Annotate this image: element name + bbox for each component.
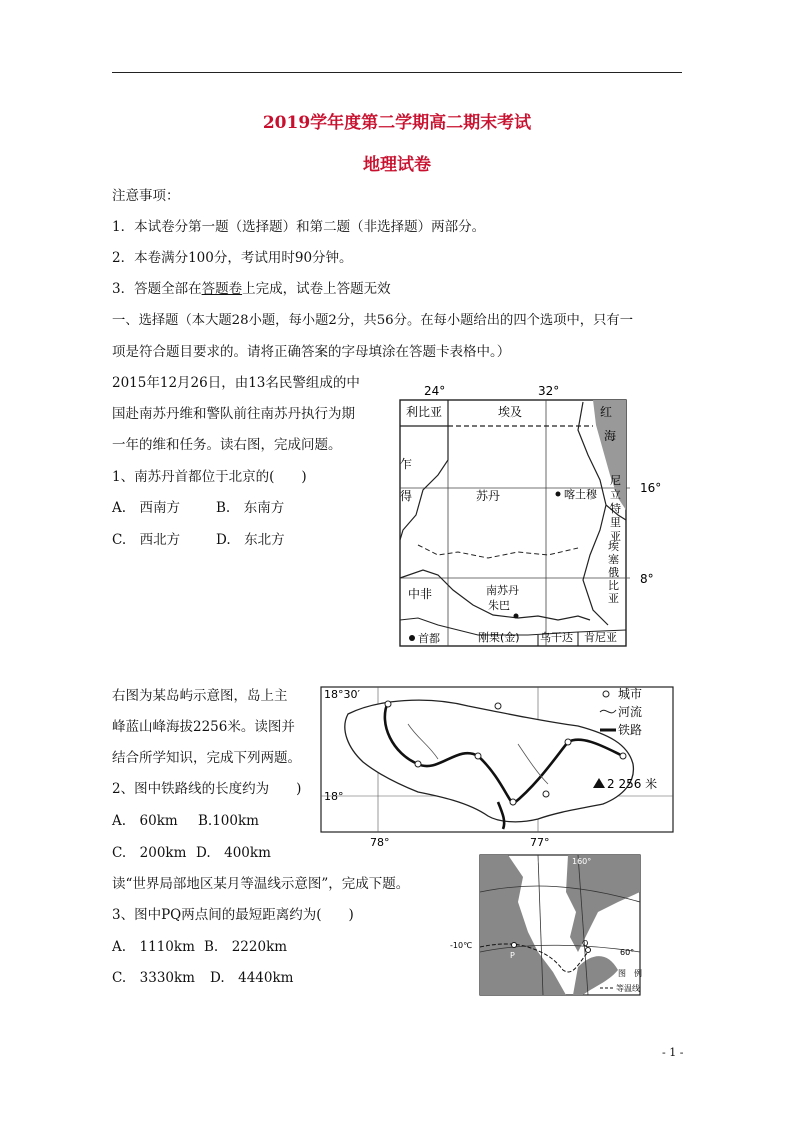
map1-lon-32: 32°	[538, 384, 560, 398]
note-item-3-pre: 3．答题全部在	[112, 281, 202, 297]
map-island	[318, 684, 678, 852]
map3-legend-isotherm: 等温线	[616, 984, 640, 993]
map1-eritrea-2: 立	[610, 488, 621, 501]
map1-lat-8: 8°	[640, 572, 654, 586]
q2-option-a: A. 60km	[112, 813, 178, 829]
q1-option-a: A. 西南方	[112, 500, 181, 516]
map-sudan	[378, 380, 670, 650]
map3-isotherm-label: -10℃	[450, 941, 473, 950]
q2-option-d: D. 400km	[196, 845, 271, 861]
map1-lon-24: 24°	[424, 384, 446, 398]
map1-eritrea-4: 里	[610, 516, 621, 529]
map2-peak-label: 2 256 米	[607, 777, 658, 791]
map2-legend-city: 城市	[618, 687, 643, 701]
map1-libya: 利比亚	[406, 405, 443, 419]
map1-ethiopia-5: 亚	[608, 592, 619, 605]
q2-intro-2: 峰蓝山峰海拔2256米。读图并	[112, 719, 295, 735]
header-rule	[112, 72, 682, 73]
map1-sudan: 苏丹	[476, 489, 501, 503]
section-instruction-1: 一、选择题（本大题28小题，每小题2分，共56分。在每小题给出的四个选项中，只有一	[112, 313, 633, 328]
note-item-3-post: 上完成，试卷上答题无效	[242, 281, 391, 297]
q1-intro-2: 国赴南苏丹维和警队前往南苏丹执行为期	[112, 406, 355, 422]
q3-option-d: D. 4440km	[210, 970, 294, 986]
map1-ethiopia-2: 塞	[608, 553, 619, 566]
q1-option-c: C. 西北方	[112, 532, 181, 548]
exam-subtitle: 地理试卷	[363, 155, 431, 175]
q2-intro-3: 结合所学知识，完成下列两题。	[112, 750, 301, 766]
map1-ethiopia-4: 比	[608, 579, 619, 592]
note-item-2: 2．本卷满分100分，考试用时90分钟。	[112, 250, 353, 266]
q3-option-a: A. 1110km	[112, 939, 195, 955]
map2-lat-18: 18°	[324, 790, 344, 803]
map1-kenya: 肯尼亚	[584, 631, 617, 644]
map1-chad-1: 乍	[400, 457, 413, 471]
map1-egypt: 埃及	[498, 405, 523, 419]
map1-juba: 朱巴	[488, 599, 510, 612]
q2-stem: 2、图中铁路线的长度约为 )	[112, 781, 302, 797]
section-instruction-2: 项是符合题目要求的。请将正确答案的字母填涂在答题卡表格中。）	[112, 344, 511, 360]
map1-capital-symbol	[409, 635, 415, 641]
map1-lat-16: 16°	[640, 481, 662, 495]
map3-lat-60: 60°	[620, 948, 635, 957]
map2-legend-river: 河流	[618, 705, 643, 719]
exam-title: 2019学年度第二学期高二期末考试	[262, 113, 532, 133]
q2-option-b: B.100km	[198, 813, 259, 829]
q1-intro-3: 一年的维和任务。读右图，完成问题。	[112, 437, 342, 453]
map2-lon-78: 78°	[370, 836, 390, 849]
notes-heading: 注意事项：	[112, 188, 180, 204]
map-isotherm	[448, 852, 648, 1000]
note-item-1: 1．本试卷分第一题（选择题）和第二题（非选择题）两部分。	[112, 219, 486, 235]
map1-red-sea-1: 红	[600, 405, 613, 419]
q3-option-b: B. 2220km	[204, 939, 288, 955]
map1-eritrea-3: 特	[610, 502, 621, 515]
q1-intro-1: 2015年12月26日，由13名民警组成的中	[112, 375, 360, 391]
q1-stem: 1、南苏丹首都位于北京的( )	[112, 469, 307, 485]
page-number: - 1 -	[662, 1046, 684, 1059]
map1-red-sea-2: 海	[604, 429, 617, 443]
note-item-3	[112, 279, 391, 299]
map1-drc: 刚果(金)	[478, 631, 520, 644]
map3-point-q: Q	[582, 939, 589, 948]
map1-south-sudan: 南苏丹	[486, 584, 519, 597]
map1-ethiopia-1: 埃	[608, 540, 619, 553]
note-item-3-underlined: 答题卷	[201, 281, 243, 297]
map3-lon-160: 160°	[572, 857, 592, 866]
map1-khartoum: 喀土穆	[564, 488, 597, 501]
map1-car: 中非	[408, 587, 433, 601]
map2-legend-railway: 铁路	[618, 723, 643, 737]
map1-legend-capital: 首都	[418, 632, 440, 645]
q2-option-c: C. 200km	[112, 845, 187, 861]
map1-eritrea-5: 亚	[610, 530, 621, 543]
map2-lon-77: 77°	[530, 836, 550, 849]
map3-lon-180: 180°	[528, 857, 548, 866]
q1-option-b: B. 东南方	[216, 500, 285, 516]
map1-eritrea-1: 尼	[610, 474, 621, 487]
map3-legend-title: 图 例	[618, 969, 642, 978]
map2-lat-1830: 18°30′	[324, 688, 360, 701]
q1-option-d: D. 东北方	[216, 532, 285, 548]
q2-intro-1: 右图为某岛屿示意图，岛上主	[112, 688, 288, 704]
map1-uganda: 乌干达	[540, 631, 573, 644]
q3-intro: 读“世界局部地区某月等温线示意图”，完成下题。	[112, 876, 410, 892]
q3-option-c: C. 3330km	[112, 970, 195, 986]
map1-ethiopia-3: 俄	[608, 566, 619, 579]
q3-stem: 3、图中PQ两点间的最短距离约为( )	[112, 907, 354, 923]
map3-point-p: P	[510, 951, 515, 960]
map1-chad-2: 得	[400, 489, 413, 503]
